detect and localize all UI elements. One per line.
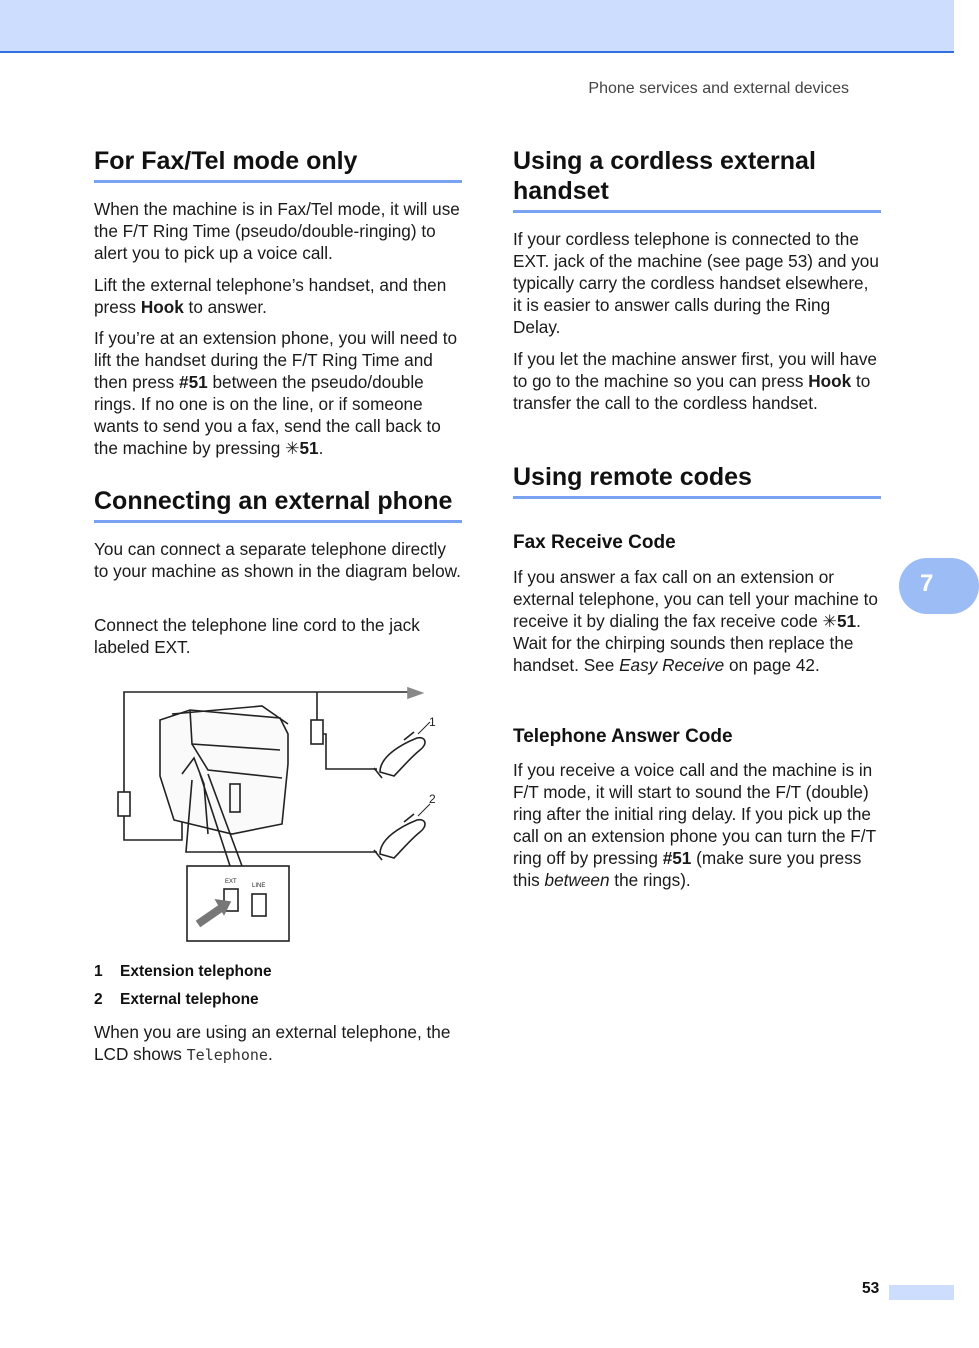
legend-item-1 [94, 963, 272, 981]
text-run: . [267, 1044, 273, 1064]
text-run: If you answer a fax call on an extension or external telephone, you can tell your machine to receive it by dialing the fax receive code [513, 567, 878, 631]
heading-line: handset [513, 177, 609, 205]
connecting-paragraph-3 [94, 1021, 462, 1066]
text-run: the rings). [609, 870, 691, 890]
text-run: If you’re at an extension phone, you will need to lift the handset during the F/T Ring Time and then press [94, 328, 458, 392]
fax-tel-paragraph-3 [94, 327, 462, 459]
text-run: Lift the external telephone’s handset, and then press [94, 275, 447, 317]
page-number-tab [889, 1285, 954, 1300]
wire-extension-phone [323, 734, 377, 769]
heading-cordless-handset [513, 146, 881, 213]
text-run: to answer. [183, 297, 267, 317]
chapter-tab [899, 558, 979, 614]
text-run: If you receive a voice call and the machine is in F/T mode, it will start to sound the F/T (double) ring after the initial ring delay. If you pick up the call on an extension phone you can turn the F/T ring off by pressing [513, 760, 876, 868]
fax-tel-paragraph-2 [94, 274, 462, 318]
legend-label: External telephone [120, 991, 259, 1008]
heading-line: Using a cordless external [513, 147, 816, 175]
text-run: . Wait for the chirping sounds then replace the handset. See [513, 611, 861, 675]
connecting-paragraph-1: You can connect a separate telephone directly to your machine as shown in the diagram below. [94, 539, 461, 581]
heading-remote-codes: Using remote codes [513, 462, 881, 499]
lcd-text: Telephone [186, 1046, 268, 1064]
legend-number: 1 [94, 963, 103, 980]
star-51-label: ✳51 [822, 611, 857, 631]
telephone-answer-paragraph [513, 759, 881, 891]
text-run: . [318, 438, 324, 458]
top-header-band [0, 0, 954, 53]
fax-tel-paragraph-1: When the machine is in Fax/Tel mode, it will use the F/T Ring Time (pseudo/double-ringing) to alert you to pick up a voice call. [94, 199, 460, 263]
extension-telephone-icon [380, 738, 425, 776]
cordless-paragraph-2 [513, 348, 881, 414]
heading-telephone-answer-code: Telephone Answer Code [513, 726, 733, 747]
jack-line-label: LINE [252, 883, 266, 889]
code-51-label: #51 [179, 372, 208, 392]
arrow-icon [408, 688, 422, 698]
connecting-paragraph-2: Connect the telephone line cord to the jack labeled EXT. [94, 615, 420, 657]
external-phone-connection-diagram [112, 684, 436, 944]
text-run: If you let the machine answer first, you will have to go to the machine so you can press [513, 349, 877, 391]
hook-key-label: Hook [140, 297, 184, 317]
wall-jack-right-icon [311, 720, 323, 744]
callout-1: 1 [429, 715, 436, 729]
text-run: to transfer the call to the cordless handset. [513, 371, 871, 413]
jack-ext-label: EXT [225, 879, 237, 885]
text-run: between the pseudo/double rings. If no one is on the line, or if someone wants to send you a fax, send the call back to the machine by pressing [94, 372, 441, 458]
external-telephone-icon [380, 820, 425, 858]
page-number: 53 [862, 1280, 880, 1297]
legend-item-2 [94, 991, 259, 1009]
legend-number: 2 [94, 991, 103, 1008]
text-run: When you are using an external telephone, the LCD shows [94, 1022, 451, 1064]
code-51-label: #51 [662, 848, 692, 868]
hook-key-label: Hook [808, 371, 852, 391]
star-51-label: ✳51 [285, 438, 319, 458]
text-run: (make sure you press this [513, 848, 862, 890]
between-emphasis: between [544, 870, 610, 890]
heading-connecting-external-phone: Connecting an external phone [94, 486, 462, 523]
callout-2: 2 [429, 792, 436, 806]
wall-jack-left-icon [118, 792, 130, 816]
easy-receive-reference: Easy Receive [619, 655, 725, 675]
cordless-paragraph-1: If your cordless telephone is connected to the EXT. jack of the machine (see page 53) and you typically carry the cordless handset elsewhere, it is easier to answer calls during the Ring Delay. [513, 229, 879, 337]
chapter-number: 7 [920, 570, 934, 597]
heading-fax-tel-mode: For Fax/Tel mode only [94, 146, 462, 183]
text-run: on page 42. [724, 655, 820, 675]
fax-receive-paragraph [513, 566, 881, 676]
running-header: Phone services and external devices [588, 80, 849, 97]
heading-fax-receive-code: Fax Receive Code [513, 532, 676, 553]
legend-label: Extension telephone [120, 963, 272, 980]
